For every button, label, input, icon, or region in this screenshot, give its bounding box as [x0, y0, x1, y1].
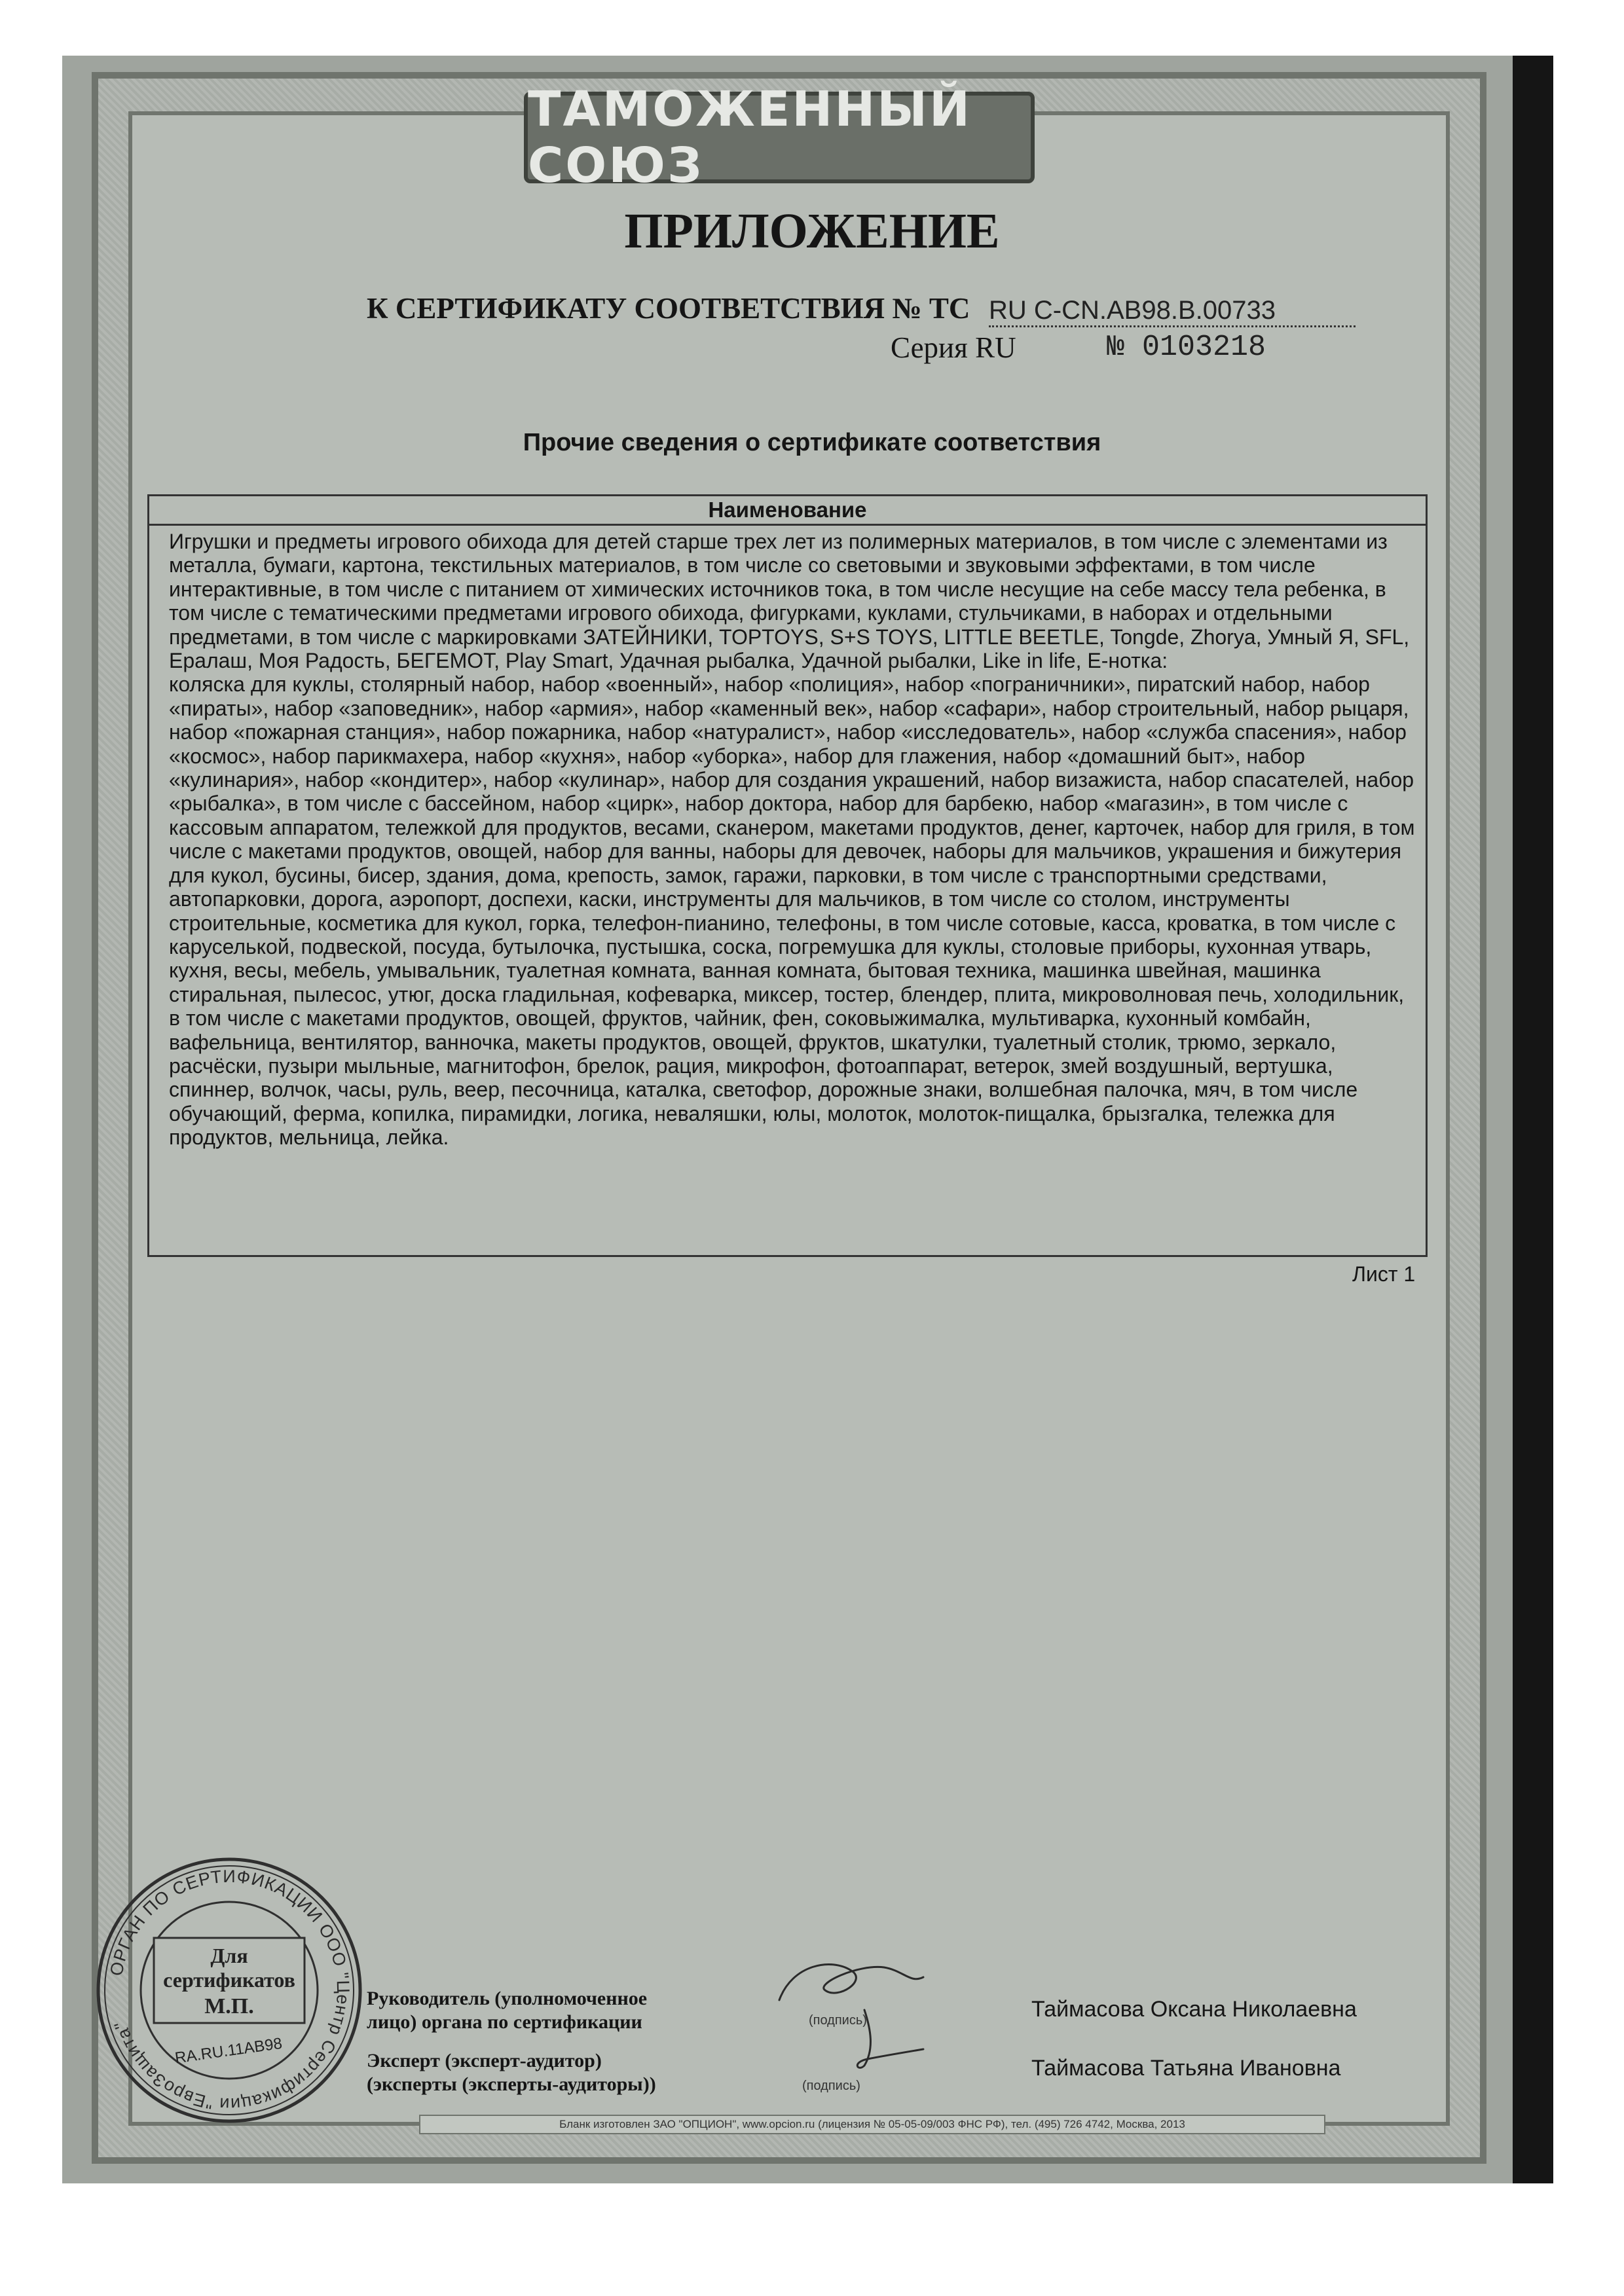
expert-label-line-2: (эксперты (эксперты-аудиторы)): [367, 2073, 656, 2095]
table-body: [149, 526, 1426, 1150]
handwritten-signature: [753, 1938, 950, 2082]
expert-label: [367, 2049, 656, 2096]
document-title: ПРИЛОЖЕНИЕ: [624, 204, 1000, 259]
certification-seal: [92, 1853, 367, 2128]
scan-edge: [1513, 56, 1553, 2183]
seal-reg-number: RA.RU.11AB98: [174, 2034, 284, 2068]
table-header: Наименование: [149, 496, 1426, 526]
product-description: Игрушки и предметы игрового обихода для детей старше трех лет из полимерных материалов, в том числе с элементами из металла, бумаги, картона, текстильных материалов, в том числе со световыми и звуковыми эффектами, в том числе интерактивные, в том числе с питанием от химических источников тока, в том числе несущие на себе массу тела ребенка, в том числе с тематическими предметами игрового обихода, фигурками, куклами, стульчиками, в наборах и отдельными предметами, в том числе с маркировками ЗАТЕЙНИКИ, TOPTOYS, S+S TOYS, LITTLE BEETLE, Tongde, Zhorya, Умный Я, SFL, Ералаш, Моя Радость, БЕГЕМОТ, Play Smart, Удачная рыбалка, Удачной рыбалки, Like in life, E-нотка:: [169, 530, 1410, 673]
expert-signature-caption: (подпись): [802, 2079, 860, 2093]
series-number: № 0103218: [1107, 331, 1266, 364]
certificate-number: RU C-CN.AB98.B.00733: [989, 296, 1356, 327]
seal-center-line-1: Для: [210, 1944, 248, 1967]
customs-union-banner: [524, 81, 1035, 194]
certificate-label: К СЕРТИФИКАТУ СООТВЕТСТВИЯ № ТС: [367, 292, 970, 325]
head-label: [367, 1987, 647, 2034]
seal-center-line-2: сертификатов: [163, 1968, 295, 1992]
section-subtitle: Прочие сведения о сертификате соответствия: [523, 429, 1101, 456]
form-printer-footer: Бланк изготовлен ЗАО "ОПЦИОН", www.opcion.ru (лицензия № 05-05-09/003 ФНС РФ), тел. (495) 726 4742, Москва, 2013: [419, 2115, 1325, 2134]
head-label-line-2: лицо) органа по сертификации: [367, 2011, 642, 2033]
series-label: Серия RU: [891, 331, 1016, 364]
product-list: коляска для куклы, столярный набор, набор «военный», набор «полиция», набор «пограничники», пиратский набор, набор «пираты», набор «заповедник», набор «армия», набор «каменный век», набор «сафари», набор строительный, набор рыцаря, набор «пожарная станция», набор пожарника, набор «натуралист», набор «исследователь», набор «служба спасения», набор «космос», набор парикмахера, набор «кухня», набор «уборка», набор для глажения, набор «домашний быт», набор «кулинария», набор «кондитер», набор «кулинар», набор для создания украшений, набор визажиста, набор спасателей, набор «рыбалка», в том числе с бассейном, набор «цирк», набор доктора, набор для барбекю, набор «магазин», в том числе с кассовым аппаратом, тележкой для продуктов, весами, сканером, макетами продуктов, денег, карточек, набор для гриля, в том числе с макетами продуктов, овощей, набор для ванны, наборы для девочек, наборы для мальчиков, украшения и бижутерия для кукол, бусины, бисер, здания, дома, крепость, замок, гаражи, парковки, в том числе с транспортными средствами, автопарковки, дорога, аэропорт, доспехи, каски, инструменты для мальчиков, в том числе со столом, инструменты строительные, косметика для кукол, горка, телефон-пианино, телефоны, в том числе сотовые, касса, кроватка, в том числе с каруселькой, подвеской, посуда, бутылочка, пустышка, соска, погремушка для куклы, столовые приборы, кухонная утварь, кухня, весы, мебель, умывальник, туалетная комната, ванная комната, бытовая техника, машинка швейная, машинка стиральная, пылесос, утюг, доска гладильная, кофеварка, миксер, тостер, блендер, плита, микроволновая печь, холодильник, в том числе с макетами продуктов, овощей, фруктов, чайник, фен, соковыжималка, мультиварка, кухонный комбайн, вафельница, вентилятор, ванночка, макеты продуктов, овощей, фруктов, шкатулки, туалетный столик, трюмо, зеркало, расчёски, пузыри мыльные, магнитофон, брелок, рация, микрофон, фотоаппарат, ветерок, змей воздушный, вертушка, спиннер, волчок, часы, руль, веер, песочница, каталка, светофор, дорожные знаки, волшебная палочка, мяч, в том числе обучающий, ферма, копилка, пирамидки, логика, неваляшки, юлы, молоток, молоток-пищалка, брызгалка, тележка для продуктов, мельница, лейка.: [169, 672, 1415, 1150]
expert-label-line-1: Эксперт (эксперт-аудитор): [367, 2050, 602, 2071]
seal-ring-text: ОРГАН ПО СЕРТИФИКАЦИИ ООО "Центр Сертификации "ЕвроЗащита": [106, 1866, 354, 2115]
head-signature-caption: (подпись): [809, 2013, 867, 2028]
items-table: [147, 494, 1428, 1257]
sheet-number: Лист 1: [1352, 1262, 1416, 1286]
banner-text: ТАМОЖЕННЫЙ СОЮЗ: [528, 81, 972, 194]
head-label-line-1: Руководитель (уполномоченное: [367, 1988, 648, 2009]
seal-center-line-3: М.П.: [204, 1994, 254, 2018]
expert-name: Таймасова Татьяна Ивановна: [1031, 2056, 1341, 2081]
head-name: Таймасова Оксана Николаевна: [1031, 1997, 1357, 2022]
